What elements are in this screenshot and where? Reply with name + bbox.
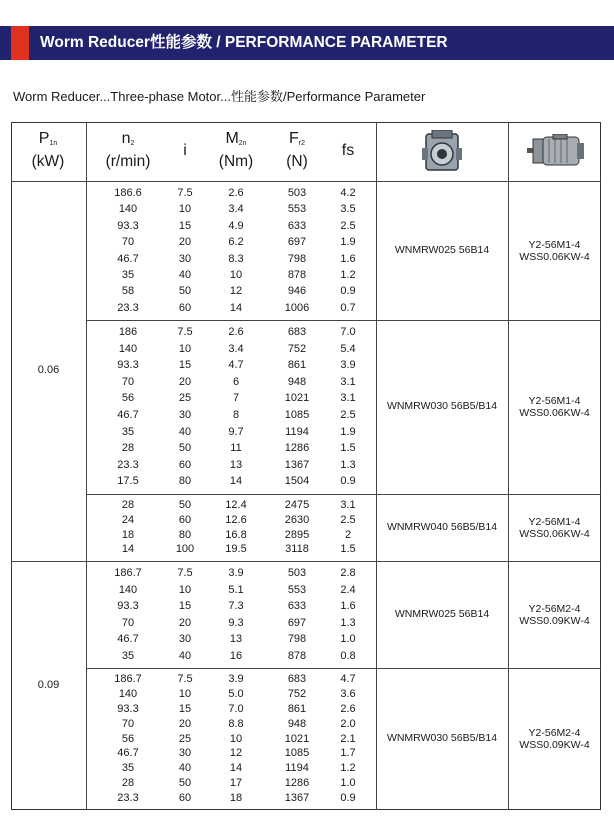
table-cell: 140 [118, 583, 138, 596]
table-cell: 2630 [284, 513, 310, 526]
table-cell: 60 [178, 513, 192, 526]
table-cell: 35 [121, 425, 135, 438]
table-cell: 14 [229, 762, 243, 775]
table-cell: 7.5 [177, 326, 193, 338]
table-cell: 30 [178, 409, 192, 421]
table-cell: 553 [287, 583, 307, 596]
column-header-unit: (Nm) [218, 153, 254, 170]
table-cell: 12 [229, 747, 243, 760]
table-cell: 878 [287, 268, 307, 281]
table-cell: 56 [121, 732, 135, 745]
table-cell: 18 [121, 528, 135, 541]
table-cell: 861 [287, 702, 307, 715]
table-cell: 28 [121, 499, 135, 511]
table-cell: 683 [287, 326, 307, 338]
table-cell: 46.7 [117, 633, 139, 645]
table-cell: 1.6 [340, 600, 356, 612]
table-cell: 17.5 [117, 475, 139, 488]
header-symbol: i [183, 142, 187, 159]
table-cell: 140 [118, 203, 138, 216]
table-cell: 1.2 [340, 762, 356, 775]
table-cell: 2895 [284, 528, 310, 541]
motor-model: WSS0.06KW-4 [519, 250, 590, 263]
table-cell: 10 [178, 203, 192, 216]
column-header-symbol [308, 140, 388, 162]
table-cell: 46.7 [117, 747, 139, 760]
table-cell: 1.5 [340, 543, 356, 556]
table-cell: 0.9 [340, 475, 356, 488]
column-divider [376, 122, 377, 810]
table-cell: 14 [121, 543, 135, 556]
header-symbol: fs [341, 142, 355, 159]
block-divider [86, 668, 601, 669]
block-divider [86, 320, 601, 321]
table-cell: 1.9 [340, 236, 356, 249]
table-cell: 93.3 [117, 600, 139, 612]
table-cell: 8.8 [228, 717, 244, 730]
table-cell: 1286 [284, 442, 310, 455]
table-cell: 1194 [285, 762, 309, 775]
table-cell: 35 [121, 268, 135, 281]
table-cell: 23.3 [117, 301, 139, 314]
table-cell: 70 [121, 236, 135, 249]
table-cell: 35 [121, 762, 135, 775]
table-cell: 28 [121, 777, 135, 790]
table-cell: 7.5 [177, 673, 193, 685]
header-divider [11, 181, 601, 182]
table-cell: 1.2 [340, 268, 356, 281]
table-cell: 7.0 [340, 326, 356, 338]
table-cell: 1.0 [340, 633, 356, 645]
table-cell: 50 [178, 499, 192, 511]
table-cell: 1.3 [340, 458, 356, 471]
motor-model: Y2-56M1-4 [528, 238, 581, 251]
table-cell: 10 [178, 687, 192, 700]
motor-model: Y2-56M1-4 [528, 395, 581, 407]
table-cell: 15 [178, 600, 192, 612]
table-cell: 15 [178, 702, 192, 715]
table-cell: 46.7 [117, 252, 139, 265]
table-cell: 20 [178, 616, 192, 629]
table-cell: 10 [178, 342, 192, 355]
table-cell: 16 [229, 649, 243, 662]
table-cell: 503 [287, 187, 307, 199]
table-cell: 12.4 [225, 499, 247, 511]
table-cell: 50 [178, 442, 192, 455]
table-cell: 23.3 [117, 792, 139, 805]
table-cell: 5.0 [228, 687, 244, 700]
power-value: 0.06 [37, 364, 60, 376]
table-cell: 93.3 [117, 219, 139, 232]
table-cell: 12 [229, 285, 243, 298]
table-cell: 186.6 [114, 187, 142, 199]
table-cell: 10 [229, 268, 243, 281]
table-cell: 2.6 [228, 187, 244, 199]
table-cell: 1085 [284, 409, 310, 421]
table-cell: 56 [121, 392, 135, 405]
table-cell: 697 [287, 616, 307, 629]
table-cell: 60 [178, 458, 192, 471]
table-cell: 9.7 [228, 425, 244, 438]
table-cell: 10 [229, 732, 243, 745]
table-cell: 46.7 [117, 409, 139, 421]
table-cell: 0.9 [340, 285, 356, 298]
table-cell: 1.3 [340, 616, 356, 629]
table-cell: 3.9 [228, 673, 244, 685]
table-cell: 3.4 [228, 342, 244, 355]
table-cell: 861 [287, 359, 307, 372]
table-cell: 2.6 [340, 702, 356, 715]
table-cell: 2.1 [340, 732, 356, 745]
table-cell: 1085 [284, 747, 310, 760]
table-cell: 14 [229, 475, 243, 488]
table-cell: 3.9 [228, 567, 244, 579]
table-cell: 13 [229, 633, 243, 645]
table-cell: 2.0 [340, 717, 356, 730]
table-cell: 60 [178, 792, 192, 805]
table-cell: 7.5 [177, 187, 193, 199]
table-cell: 18 [229, 792, 243, 805]
table-cell: 35 [121, 649, 135, 662]
title-banner [0, 26, 614, 60]
table-cell: 140 [118, 342, 138, 355]
table-cell: 70 [121, 616, 135, 629]
table-cell: 1.5 [340, 442, 356, 455]
page-title: Worm Reducer性能参数 / PERFORMANCE PARAMETER [40, 34, 448, 51]
header-subscript: 1n [49, 140, 58, 147]
table-cell: 503 [287, 567, 307, 579]
table-cell: 2.4 [340, 583, 356, 596]
motor-model: Y2-56M2-4 [528, 727, 581, 739]
table-cell: 6.2 [228, 236, 244, 249]
table-cell: 70 [121, 717, 135, 730]
table-cell: 1021 [284, 392, 310, 405]
table-cell: 2475 [284, 499, 310, 511]
table-cell: 948 [287, 717, 307, 730]
table-cell: 1.0 [340, 777, 356, 790]
table-cell: 24 [121, 513, 135, 526]
table-cell: 1006 [284, 301, 310, 314]
table-cell: 5.1 [228, 583, 244, 596]
table-cell: 683 [287, 673, 307, 685]
table-cell: 58 [121, 285, 135, 298]
power-group-divider [11, 561, 601, 562]
table-cell: 40 [178, 762, 192, 775]
motor-model: WSS0.09KW-4 [519, 739, 590, 751]
table-cell: 40 [178, 649, 192, 662]
column-divider [86, 122, 87, 810]
table-cell: 798 [287, 252, 307, 265]
table-cell: 60 [178, 301, 192, 314]
table-cell: 17 [229, 777, 243, 790]
table-cell: 553 [287, 203, 307, 216]
table-cell: 15 [178, 219, 192, 232]
table-cell: 23.3 [117, 458, 139, 471]
reducer-model: WNMRW040 56B5/B14 [386, 520, 498, 533]
table-cell: 697 [287, 236, 307, 249]
table-cell: 3118 [285, 543, 309, 556]
motor-model: Y2-56M1-4 [528, 515, 581, 528]
table-cell: 2.6 [228, 326, 244, 338]
table-cell: 878 [287, 649, 307, 662]
motor-model: Y2-56M2-4 [528, 602, 581, 615]
table-cell: 948 [287, 375, 307, 388]
table-cell: 7 [232, 392, 240, 405]
table-cell: 4.7 [228, 359, 244, 372]
table-cell: 752 [287, 342, 307, 355]
column-header-unit: (N) [286, 153, 308, 170]
table-cell: 633 [287, 219, 307, 232]
banner-accent-tab [11, 26, 29, 60]
table-cell: 1504 [284, 475, 310, 488]
motor-model: WSS0.09KW-4 [519, 614, 590, 627]
table-cell: 9.3 [228, 616, 244, 629]
table-cell: 10 [178, 583, 192, 596]
table-cell: 2.5 [340, 219, 356, 232]
table-cell: 80 [178, 475, 192, 488]
column-header-unit: (kW) [31, 153, 65, 170]
power-value: 0.09 [37, 678, 60, 691]
table-cell: 140 [118, 687, 138, 700]
table-cell: 1194 [285, 425, 309, 438]
table-cell: 30 [178, 633, 192, 645]
table-cell: 15 [178, 359, 192, 372]
table-cell: 3.1 [340, 499, 356, 511]
table-cell: 1.6 [340, 252, 356, 265]
table-cell: 1367 [284, 792, 310, 805]
motor-model: WSS0.06KW-4 [519, 407, 590, 419]
header-symbol: P [38, 130, 50, 147]
table-cell: 186 [118, 326, 138, 338]
table-cell: 3.1 [340, 375, 356, 388]
table-cell: 4.2 [340, 187, 356, 199]
table-cell: 8 [232, 409, 240, 421]
motor-model: WSS0.06KW-4 [519, 527, 590, 540]
table-cell: 20 [178, 375, 192, 388]
table-cell: 40 [178, 425, 192, 438]
table-cell: 1021 [284, 732, 310, 745]
table-cell: 2.5 [340, 409, 356, 421]
table-cell: 11 [230, 442, 242, 455]
worm-reducer-icon [420, 130, 464, 174]
table-cell: 1.7 [340, 747, 356, 760]
reducer-model: WNMRW025 56B14 [394, 607, 490, 620]
table-cell: 20 [178, 236, 192, 249]
reducer-model: WNMRW030 56B5/B14 [386, 400, 498, 412]
table-cell: 14 [229, 301, 243, 314]
table-cell: 3.9 [340, 359, 356, 372]
table-cell: 7.3 [228, 600, 244, 612]
table-cell: 6 [232, 375, 240, 388]
table-cell: 2.8 [340, 567, 356, 579]
table-cell: 633 [287, 600, 307, 612]
table-cell: 20 [178, 717, 192, 730]
table-cell: 0.9 [340, 792, 356, 805]
table-cell: 30 [178, 747, 192, 760]
table-cell: 25 [178, 732, 192, 745]
table-cell: 3.5 [340, 203, 356, 216]
table-cell: 1.9 [340, 425, 356, 438]
table-cell: 4.9 [228, 219, 244, 232]
table-cell: 50 [178, 285, 192, 298]
header-subscript: 2 [130, 140, 135, 147]
table-cell: 70 [121, 375, 135, 388]
header-symbol: F [288, 130, 299, 147]
motor-icon [527, 134, 585, 168]
table-cell: 186.7 [114, 673, 142, 685]
table-cell: 4.7 [340, 673, 356, 685]
table-cell: 50 [178, 777, 192, 790]
table-cell: 2.5 [340, 513, 356, 526]
table-cell: 7.5 [177, 567, 193, 579]
table-cell: 798 [287, 633, 307, 645]
table-cell: 3.4 [228, 203, 244, 216]
table-cell: 80 [178, 528, 192, 541]
header-subscript: 2n [238, 140, 247, 147]
header-subscript: r2 [298, 140, 305, 147]
column-header-symbol [8, 128, 88, 150]
table-cell: 30 [178, 252, 192, 265]
table-cell: 1367 [284, 458, 310, 471]
table-cell: 3.1 [340, 392, 356, 405]
header-symbol: n [121, 130, 131, 147]
table-cell: 28 [121, 442, 135, 455]
table-cell: 40 [178, 268, 192, 281]
table-cell: 1286 [284, 777, 310, 790]
table-cell: 12.6 [225, 513, 247, 526]
table-cell: 93.3 [117, 359, 139, 372]
reducer-model: WNMRW030 56B5/B14 [386, 732, 498, 744]
table-cell: 2 [344, 528, 352, 541]
table-cell: 946 [287, 285, 307, 298]
table-cell: 5.4 [340, 342, 356, 355]
table-cell: 752 [287, 687, 307, 700]
column-divider [508, 122, 509, 810]
column-header-unit: (r/min) [105, 153, 151, 170]
table-subtitle: Worm Reducer...Three-phase Motor...性能参数/Performance Parameter [13, 89, 426, 104]
table-cell: 0.7 [340, 301, 356, 314]
block-divider [86, 494, 601, 495]
table-cell: 25 [178, 392, 192, 405]
table-cell: 3.6 [340, 687, 356, 700]
table-cell: 19.5 [225, 543, 247, 556]
table-cell: 186.7 [114, 567, 142, 579]
header-symbol: M [225, 130, 239, 147]
table-cell: 13 [229, 458, 243, 471]
table-cell: 0.8 [340, 649, 356, 662]
reducer-model: WNMRW025 56B14 [394, 243, 490, 256]
table-cell: 93.3 [117, 702, 139, 715]
table-cell: 16.8 [225, 528, 247, 541]
table-cell: 8.3 [228, 252, 244, 265]
table-cell: 7.0 [228, 702, 244, 715]
table-cell: 100 [175, 543, 195, 556]
